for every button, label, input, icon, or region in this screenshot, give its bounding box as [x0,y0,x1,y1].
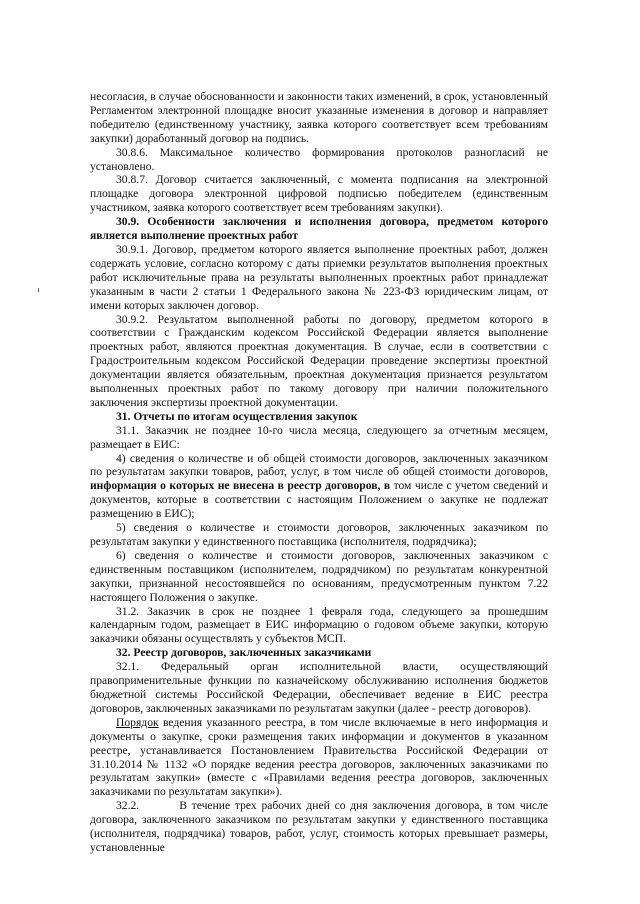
paragraph-31-1-item-4 [90,452,548,522]
paragraph-intro: несогласия, в случае обоснованности и законности таких изменений, в срок, установленный Регламентом электронной площадке вносит указанные изменения в договор и направляет победителю (единственному участнику, заявка которого соответствует всем требованиям закупки) доработанный договор на подпись. [90,90,548,145]
item-4-text-end: том числе с учетом сведений и документов, которые в соответствии с настоящим Положением о закупке не подлежат размещению в ЕИС); [90,479,548,521]
paragraph-32-2-number: 32.2. [116,799,140,813]
paragraph-31-1-item-6: 6) сведения о количестве и стоимости договоров, заключенных заказчиком с единственным поставщиком (исполнителем, подрядчиком) по результатам конкурентной закупки, признанной несостоявшейся по основаниям, предусмотренным пунктом 7.22 настоящего Положения о закупке. [90,548,548,604]
item-4-text: 4) сведения о количестве и об общей стоимости договоров, заключенных заказчиком по результатам закупки товаров, работ, услуг, в том числе об общей стоимости договоров, [90,451,548,479]
heading-31: 31. Отчеты по итогам осуществления закупок [116,409,358,423]
paragraph-31-2: 31.2. Заказчик в срок не позднее 1 февраля года, следующего за прошедшим календарным годом, размещает в ЕИС информацию о годовом объеме закупки, которую заказчики обязаны осуществлять у субъектов МСП. [90,604,548,646]
paragraph-32-2-text: В течение трех рабочих дней со дня заключения договора, в том числе договора, заключенного заказчиком по результатам закупки у единственного поставщика (исполнителя, подрядчика) товаров, работ, услуг, стоимость которых превышает размеры, установленные [90,799,548,854]
paragraph-30-8-6: 30.8.6. Максимальное количество формирования протоколов разногласий не установлено. [90,145,548,173]
heading-32: 32. Реестр договоров, заключенных заказчиками [116,646,372,660]
paragraph-32-1: 32.1. Федеральный орган исполнительной власти, осуществляющий правоприменительные функции по казначейскому обслуживанию исполнения бюджетов бюджетной системы Российской Федерации, обеспечивает ведение в ЕИС реестра договоров, заключенных заказчиками по результатам закупки (далее - реестр договоров). [90,660,548,715]
paragraph-30-9-2: 30.9.2. Результатом выполненной работы по договору, предметом которого в соответствии с Гражданским кодексом Российской Федерации является выполнение проектных работ, являются проектная документация. В случае, если в соответствии с Градостроительным кодексом Российской Федерации проведение экспертизы проектной документации является обязательным, проектная документация признается результатом выполненных проектных работ по такому договору при наличии положительного заключения экспертизы проектной документации. [90,312,548,409]
paragraph-30-8-7: 30.8.7. Договор считается заключенный, с момента подписания на электронной площадке договора электронной цифровой подписью победителем (единственным участником, заявка которого соответствует всем требованиям закупки). [90,173,548,215]
item-4-bold-text: информация о которых не внесена в реестр договоров, в [90,479,391,493]
heading-30-9: 30.9. Особенности заключения и исполнения договора, предметом которого является выполнение проектных работ [90,215,548,243]
paragraph-32-2 [90,799,548,855]
paragraph-30-9-1: 30.9.1. Договор, предметом которого является выполнение проектных работ, должен содержать условие, согласно которому с даты приемки результатов выполнения проектных работ исключительные права на результаты выполненных проектных работ принадлежат указанным в части 2 статьи 1 Федерального закона № 223-ФЗ юридическим лицам, от имени которых заключен договор. [90,242,548,312]
paragraph-31-1: 31.1. Заказчик не позднее 10-го числа месяца, следующего за отчетным месяцем, размещает в ЕИС: [90,423,548,451]
scan-mark [38,288,39,292]
order-text: ведения указанного реестра, в том числе включаемые в него информация и документы о закупке, сроки размещения таких информации и документов в указанном реестре, устанавливается Постановлением Правительства Российской Федерации от 31.10.2014 № 1132 «О порядке ведения реестра договоров, заключенных заказчиками по результатам закупки» (вместе с «Правилами ведения реестра договоров, заключенных заказчиками по результатам закупки»). [90,715,548,799]
paragraph-order [90,716,548,799]
paragraph-31-1-item-5: 5) сведения о количестве и стоимости договоров, заключенных заказчиком по результатам закупки у единственного поставщика (исполнителя, подрядчика); [90,521,548,548]
order-underlined-word: Порядок [116,715,159,729]
